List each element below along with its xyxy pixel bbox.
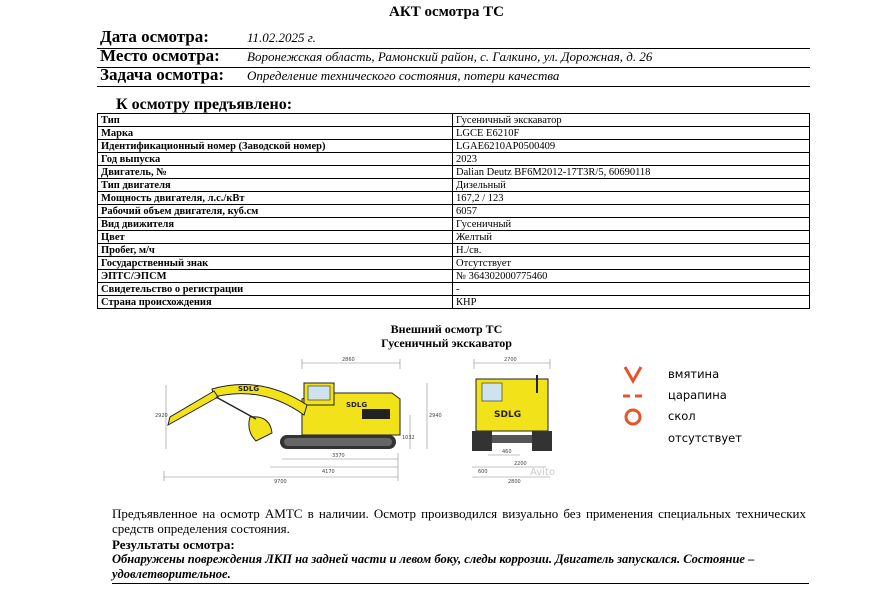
dim-top: 2860 — [342, 357, 355, 363]
spec-value: № 364302000775460 — [453, 270, 810, 283]
spec-key: Рабочий объем двигателя, куб.см — [98, 205, 453, 218]
spec-key: Государственный знак — [98, 257, 453, 270]
spec-key: Тип двигателя — [98, 179, 453, 192]
spec-key: Страна происхождения — [98, 296, 453, 309]
legend-dent-label: вмятина — [668, 367, 720, 381]
spec-key: Пробег, м/ч — [98, 244, 453, 257]
spec-row — [98, 153, 810, 166]
dent-symbol-icon — [622, 364, 644, 384]
side-brand-text: SDLG — [346, 401, 368, 409]
legend-scratch-label: царапина — [668, 388, 727, 402]
spec-row — [98, 231, 810, 244]
spec-key: ЭПТС/ЭПСМ — [98, 270, 453, 283]
dim-overall-height: 2920 — [155, 413, 168, 419]
dim-cab-height: 2940 — [429, 413, 442, 419]
spec-row — [98, 244, 810, 257]
document-title: АКТ осмотра ТС — [389, 4, 504, 20]
rear-dim-overall-width: 2800 — [508, 479, 521, 485]
spec-row — [98, 205, 810, 218]
spec-value: Дизельный — [453, 179, 810, 192]
inspection-task-row — [97, 67, 810, 87]
spec-value: LGCE E6210F — [453, 127, 810, 140]
rear-dim-gauge: 2200 — [514, 461, 527, 467]
spec-value: Dalian Deutz BF6M2012-17T3R/5, 60690118 — [453, 166, 810, 179]
rear-dim-track-width: 600 — [478, 469, 488, 475]
results-heading: Результаты осмотра: — [112, 537, 235, 552]
spec-row — [98, 140, 810, 153]
spec-value: Желтый — [453, 231, 810, 244]
spec-row — [98, 296, 810, 309]
spec-key: Свидетельство о регистрации — [98, 283, 453, 296]
rear-dim-width-top: 2700 — [504, 357, 517, 363]
spec-row — [98, 270, 810, 283]
spec-value: 2023 — [453, 153, 810, 166]
exterior-title: Внешний осмотр ТС — [390, 322, 503, 336]
spec-key: Год выпуска — [98, 153, 453, 166]
presented-heading: К осмотру предъявлено: — [116, 96, 293, 113]
legend-chip — [622, 406, 644, 426]
spec-row — [98, 218, 810, 231]
spec-row — [98, 179, 810, 192]
summary-paragraph: Предъявленное на осмотр АМТС в наличии. Осмотр производился визуально без применения специальных технических средств определения состояния. — [112, 506, 806, 536]
spec-row — [98, 192, 810, 205]
dim-track-length: 4170 — [322, 469, 335, 475]
spec-key: Цвет — [98, 231, 453, 244]
excavator-rear-view — [466, 355, 572, 485]
inspection-place-label: Место осмотра: — [100, 46, 220, 65]
spec-value: 167,2 / 123 — [453, 192, 810, 205]
spec-row — [98, 127, 810, 140]
spec-key: Идентификационный номер (Заводской номер) — [98, 140, 453, 153]
exterior-subtitle: Гусеничный экскаватор — [381, 336, 512, 350]
spec-value: Н./св. — [453, 244, 810, 257]
spec-value: 6057 — [453, 205, 810, 218]
spec-value: LGAE6210AP0500409 — [453, 140, 810, 153]
spec-value: Отсутствует — [453, 257, 810, 270]
dim-ground-clearance: 1032 — [402, 435, 415, 441]
inspection-date-value: 11.02.2025 г. — [247, 30, 316, 45]
legend-chip-label: скол — [668, 409, 696, 423]
spec-key: Мощность двигателя, л.с./кВт — [98, 192, 453, 205]
spec-key: Марка — [98, 127, 453, 140]
scratch-symbol-icon — [622, 386, 644, 406]
legend-missing-label: отсутствует — [668, 431, 742, 445]
legend-scratch — [622, 386, 644, 406]
spec-row — [98, 283, 810, 296]
dim-body-length: 3370 — [332, 453, 345, 459]
spec-row — [98, 257, 810, 270]
spec-value: КНР — [453, 296, 810, 309]
spec-value: - — [453, 283, 810, 296]
excavator-side-view — [152, 355, 452, 485]
rear-dim-cw-clearance: 460 — [502, 449, 512, 455]
spec-key: Вид движителя — [98, 218, 453, 231]
spec-value: Гусеничный экскаватор — [453, 114, 810, 127]
spec-value: Гусеничный — [453, 218, 810, 231]
inspection-task-value: Определение технического состояния, потери качества — [247, 68, 560, 83]
inspection-date-label: Дата осмотра: — [100, 27, 209, 46]
inspection-task-label: Задача осмотра: — [100, 65, 225, 84]
spec-table — [97, 113, 810, 309]
spec-key: Тип — [98, 114, 453, 127]
inspection-place-value: Воронежская область, Рамонский район, с. Галкино, ул. Дорожная, д. 26 — [247, 49, 653, 64]
legend-dent — [622, 364, 644, 384]
dim-overall-length: 9700 — [274, 479, 287, 485]
watermark: Avito — [530, 467, 555, 478]
spec-key: Двигатель, № — [98, 166, 453, 179]
chip-symbol-icon — [622, 406, 644, 428]
boom-brand-text: SDLG — [238, 385, 260, 393]
spec-row — [98, 114, 810, 127]
spec-row — [98, 166, 810, 179]
rear-brand-text: SDLG — [494, 410, 522, 420]
results-text: Обнаружены повреждения ЛКП на задней части и левом боку, следы коррозии. Двигатель запускался. Состояние – удовлетворительное. — [112, 552, 809, 584]
